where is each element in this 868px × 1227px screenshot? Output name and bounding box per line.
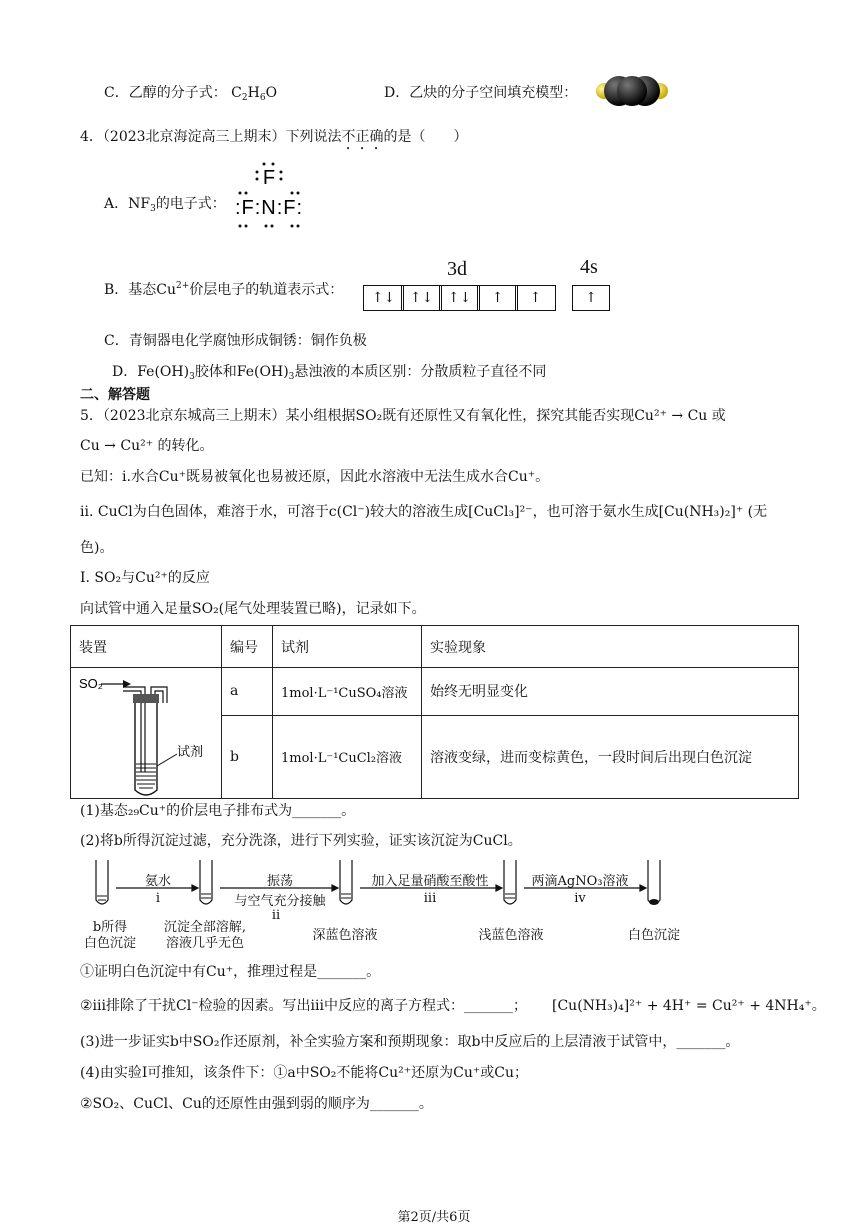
acetylene-space-filling-model <box>594 74 670 108</box>
q4-a-label: A．NF <box>104 196 151 212</box>
q5-sub3: (3)进一步证实b中SO₂作还原剂，补全实验方案和预期现象：取b中反应后的上层清液于试管中，_______。 <box>80 1034 740 1050</box>
orbital-3d-1: ↑↓ <box>363 285 404 311</box>
table-header: 试剂 <box>273 626 422 668</box>
q3-c-formula-o: O <box>265 85 278 101</box>
flow-step1-bottom: i <box>155 891 161 906</box>
q3-c-formula-h: H <box>247 85 260 101</box>
lewis-top-f: F <box>262 167 276 189</box>
flow-step2-bottom: 与空气充分接触 <box>234 894 326 909</box>
q5-sub2-2b: [Cu(NH₃)₄]²⁺ + 4H⁺ = Cu²⁺ + 4NH₄⁺。 <box>552 998 826 1014</box>
orbital-label-3d: 3d <box>447 258 467 280</box>
flow-tube4-label: 浅蓝色溶液 <box>478 928 544 943</box>
orbital-diagram-4s <box>572 285 612 311</box>
q4-a-sub: 3 <box>150 204 156 214</box>
q3-option-d <box>384 82 577 102</box>
q4-b-label: B．基态Cu <box>104 282 177 298</box>
experiment-table <box>70 625 799 799</box>
nf3-lewis-structure <box>226 160 312 232</box>
orbital-3d-4: ↑ <box>477 285 518 311</box>
page-footer: 第2页/共6页 <box>397 1210 471 1225</box>
q5-part1-intro: 向试管中通入足量SO₂(尾气处理装置已略)，记录如下。 <box>80 601 426 617</box>
q5-sub1: (1)基态₂₉Cu⁺的价层电子排布式为_______。 <box>80 803 356 819</box>
q5-line2: Cu → Cu²⁺ 的转化。 <box>80 438 214 454</box>
q3-c-label: C．乙醇的分子式： <box>104 85 227 101</box>
flow-step3-top: 加入足量硝酸至酸性 <box>371 874 489 889</box>
orbital-3d-5: ↑ <box>515 285 556 311</box>
q5-known-ii: ii. CuCl为白色固体，难溶于水，可溶于c(Cl⁻)较大的溶液生成[CuCl₃]²⁻，也可溶于氨水生成[Cu(NH₃)₂]⁺ (无 <box>80 504 768 520</box>
q4-option-b <box>104 279 343 299</box>
table-row <box>71 668 799 716</box>
flow-tube2-label2: 溶液几乎无色 <box>165 936 244 951</box>
q4-d-a: D．Fe(OH) <box>112 364 190 380</box>
table-header: 实验现象 <box>422 626 799 668</box>
q4-stem-b: 的是（ ） <box>383 129 468 145</box>
q4-stem-emphasis: 不正确 <box>341 129 384 145</box>
orbital-diagram-3d <box>363 285 558 311</box>
q4-b-sup: 2+ <box>176 281 190 291</box>
q4-d-b: 胶体和Fe(OH) <box>194 364 289 380</box>
q4-option-a <box>104 193 226 214</box>
q3-option-c <box>104 82 277 103</box>
orbital-3d-2: ↑↓ <box>401 285 442 311</box>
flow-step2-top: 振荡 <box>266 874 293 889</box>
q4-d-c: 悬浊液的本质区别：分散质粒子直径不同 <box>294 364 547 380</box>
table-cell-phenomenon: 溶液变绿，进而变棕黄色，一段时间后出现白色沉淀 <box>422 715 799 798</box>
orbital-4s-1: ↑ <box>572 285 610 311</box>
apparatus-cell <box>71 668 222 799</box>
q5-sub4-2: ②SO₂、CuCl、Cu的还原性由强到弱的顺序为_______。 <box>80 1096 433 1112</box>
q5-known-i: 已知：i.水合Cu⁺既易被氧化也易被还原，因此水溶液中无法生成水合Cu⁺。 <box>80 469 550 485</box>
flow-step3-bottom: iii <box>423 891 437 906</box>
q4-stem-a: 4．（2023北京海淀高三上期末）下列说法 <box>80 129 342 145</box>
q4-d-sub1: 3 <box>189 372 195 382</box>
flow-tube3-label: 深蓝色溶液 <box>312 928 378 943</box>
table-cell-id: b <box>222 715 273 798</box>
flow-step4-bottom: iv <box>574 891 586 906</box>
q5-part1-title: I. SO₂与Cu²⁺的反应 <box>80 570 210 586</box>
q3-c-formula-c: C <box>231 85 242 101</box>
table-header: 装置 <box>71 626 222 668</box>
apparatus-reagent-label: 试剂 <box>177 745 204 760</box>
q5-sub4: (4)由实验I可推知，该条件下：①a中SO₂不能将Cu²⁺还原为Cu⁺或Cu； <box>80 1065 528 1081</box>
q4-a-tail: 的电子式： <box>155 196 226 212</box>
q5-known-ii-end: 色)。 <box>80 540 114 556</box>
apparatus-gas-label: SO₂ <box>79 676 103 691</box>
flow-step2-roman: ii <box>271 908 281 923</box>
apparatus-diagram <box>71 668 221 798</box>
flow-tube2-label: 沉淀全部溶解, <box>163 920 247 935</box>
flow-tube1-label: b所得 <box>92 920 128 935</box>
flow-tube1-label2: 白色沉淀 <box>83 936 136 951</box>
section-title: 二、解答题 <box>80 387 150 403</box>
orbital-label-4s: 4s <box>580 256 598 278</box>
table-header-row <box>71 626 799 668</box>
q3-c-sub2: 6 <box>259 93 266 103</box>
lewis-mid: :F:N:F: <box>234 197 304 219</box>
table-header: 编号 <box>222 626 273 668</box>
q5-sub2-1: ①证明白色沉淀中有Cu⁺，推理过程是_______。 <box>80 964 381 980</box>
table-cell-phenomenon: 始终无明显变化 <box>422 668 799 716</box>
q5-sub2: (2)将b所得沉淀过滤，充分洗涤，进行下列实验，证实该沉淀为CuCl。 <box>80 833 522 849</box>
q4-b-tail: 价层电子的轨道表示式： <box>189 282 344 298</box>
table-cell-reagent: 1mol·L⁻¹CuCl₂溶液 <box>273 715 422 798</box>
q5-sub2-2a: ②iii排除了干扰Cl⁻检验的因素。写出iii中反应的离子方程式：_______； <box>80 998 527 1014</box>
table-cell-reagent: 1mol·L⁻¹CuSO₄溶液 <box>273 668 422 716</box>
q4-d-sub2: 3 <box>288 372 295 382</box>
table-cell-id: a <box>222 668 273 716</box>
flow-step4-top: 两滴AgNO₃溶液 <box>531 874 629 889</box>
q4-option-c: C．青铜器电化学腐蚀形成铜锈：铜作负极 <box>104 333 367 349</box>
q5-line1: 5．（2023北京东城高三上期末）某小组根据SO₂既有还原性又有氧化性，探究其能否实现Cu²⁺ → Cu 或 <box>80 408 726 424</box>
q3-c-sub1: 2 <box>241 93 248 103</box>
flow-tube5-label: 白色沉淀 <box>627 928 680 943</box>
q4-stem <box>80 126 468 153</box>
q4-option-d <box>112 361 546 382</box>
orbital-3d-3: ↑↓ <box>439 285 480 311</box>
q3-d-label: D．乙炔的分子空间填充模型： <box>384 85 578 101</box>
flow-step1-top: 氨水 <box>144 874 171 889</box>
